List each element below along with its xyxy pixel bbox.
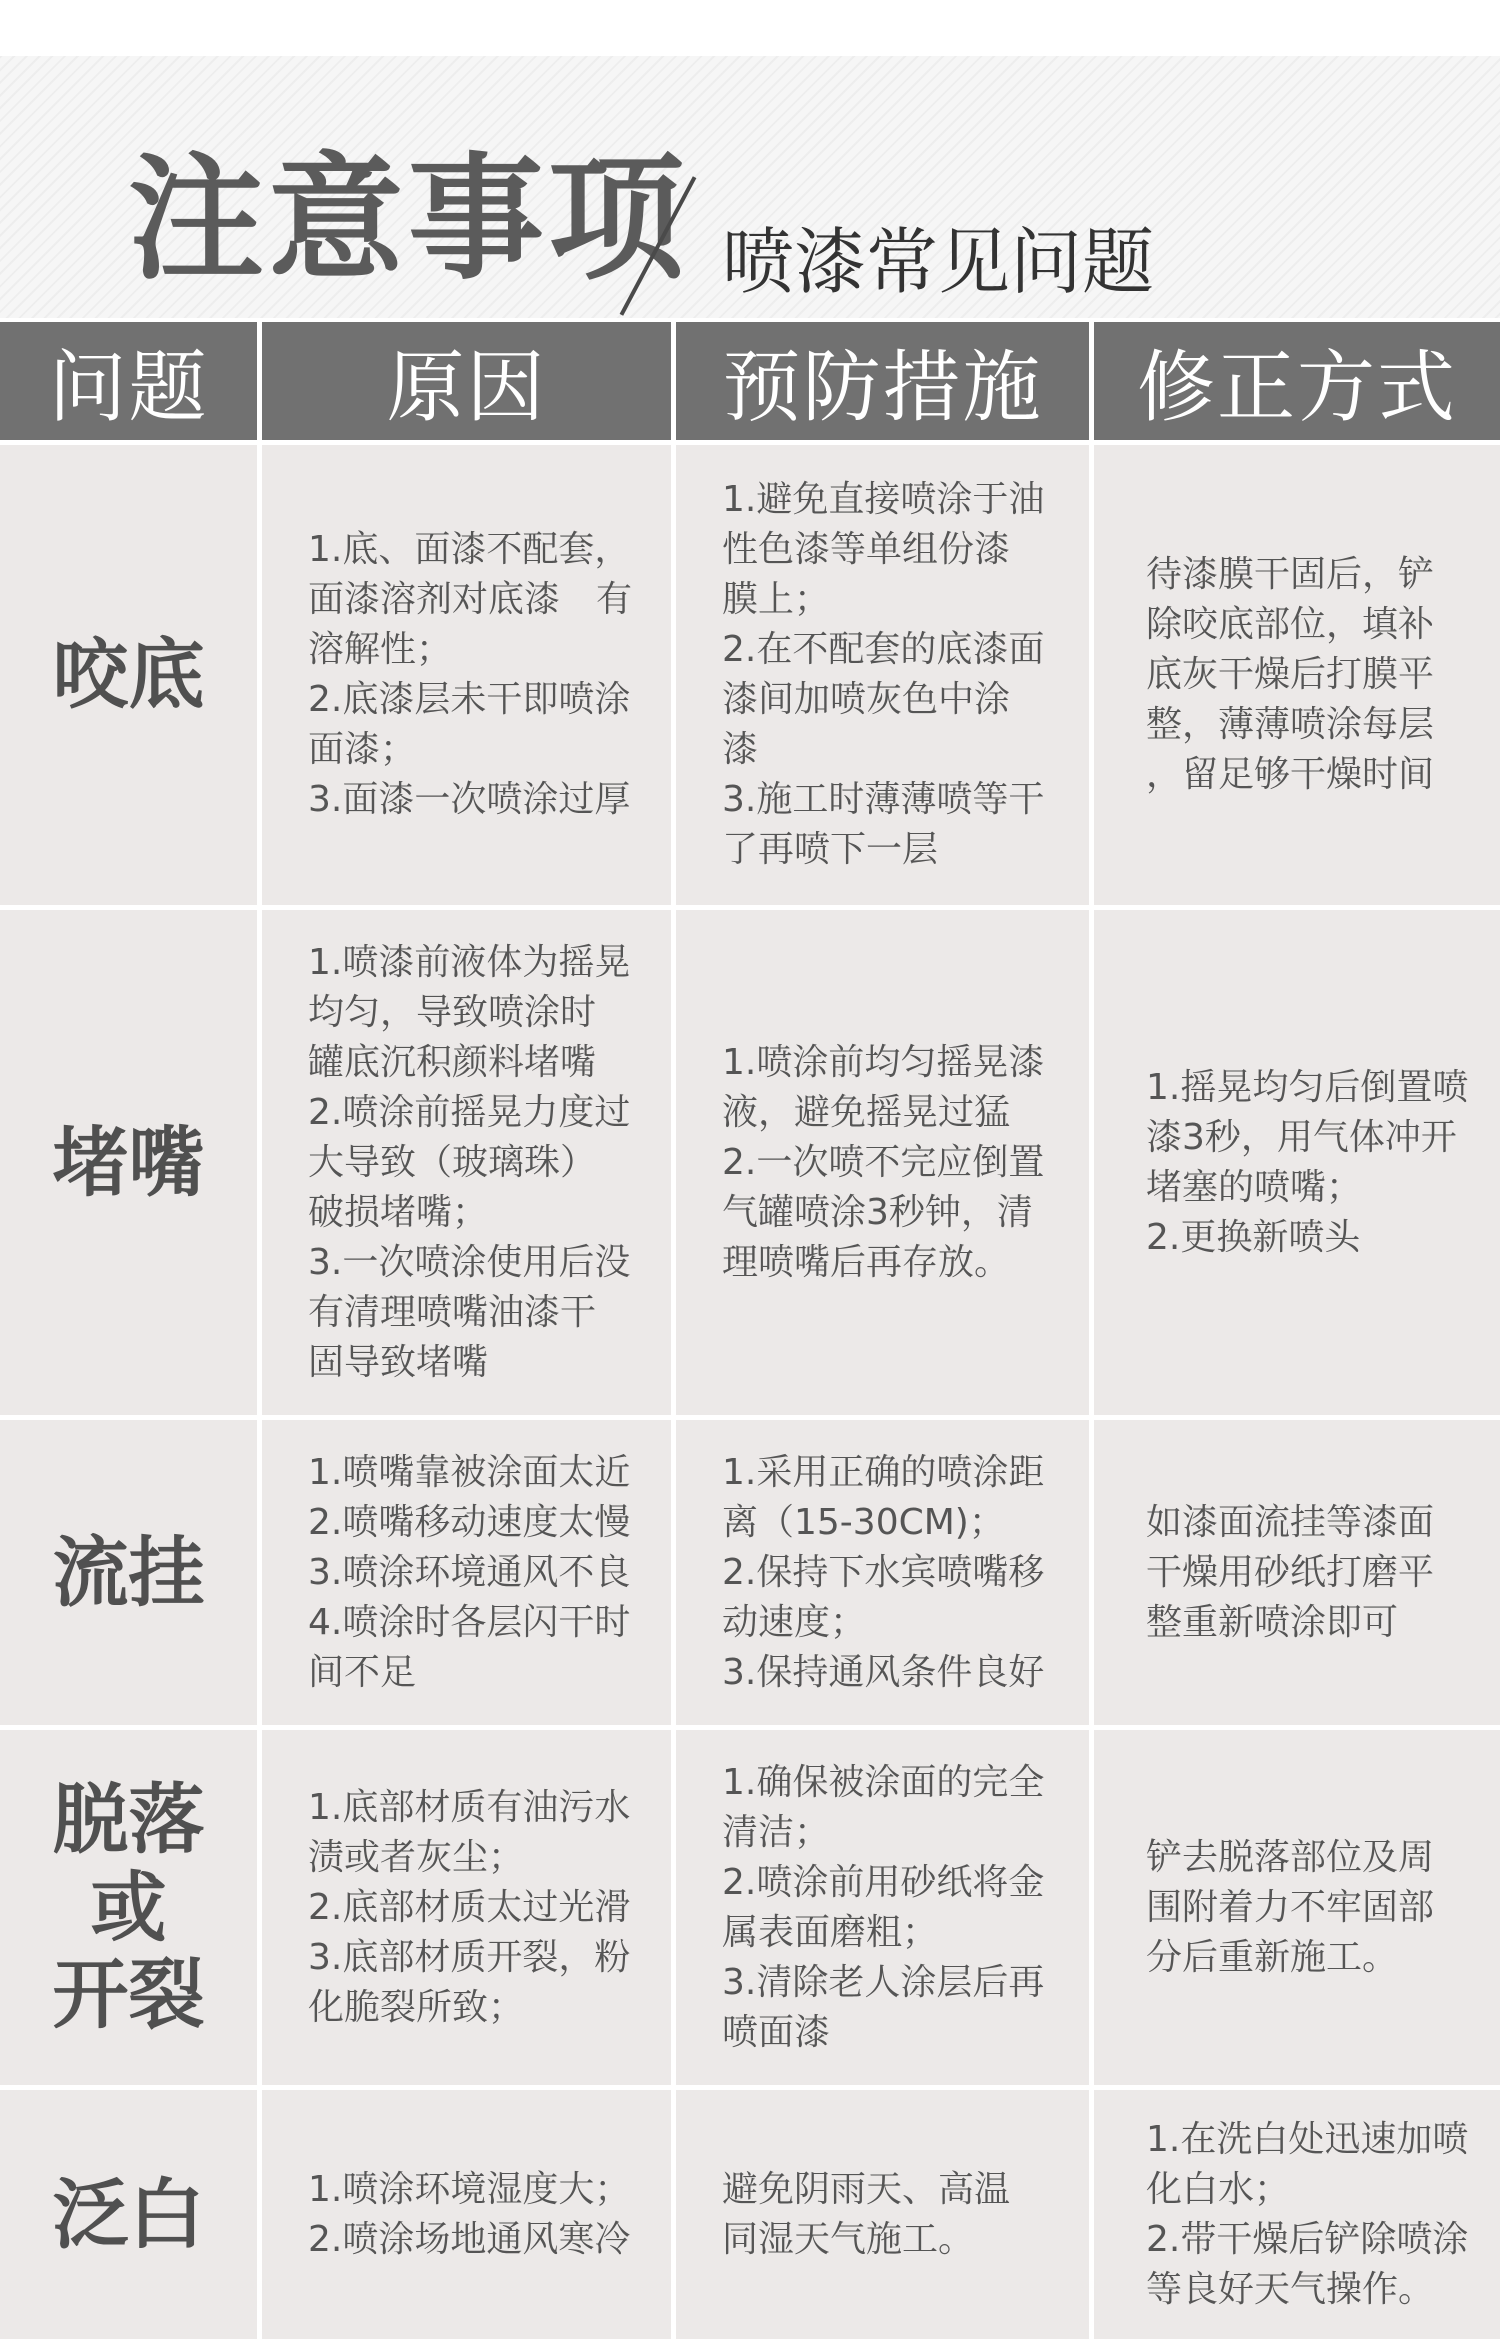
fix-cell: 1.摇晃均匀后倒置喷 漆3秒，用气体冲开 堵塞的喷嘴； 2.更换新喷头: [1146, 1066, 1469, 1258]
prevention-cell: 1.避免直接喷涂于油 性色漆等单组份漆 膜上； 2.在不配套的底漆面 漆间加喷灰色中涂 漆 3.施工时薄薄喷等干 了再喷下一层: [676, 445, 1094, 905]
column-header-fix: 修正方式: [1136, 343, 1457, 433]
table-header: [0, 322, 1500, 440]
prevention-cell: 1.喷涂前均匀摇晃漆 液，避免摇晃过猛 2.一次喷不完应倒置 气罐喷涂3秒钟，清 理喷嘴后再存放。: [676, 910, 1094, 1415]
table-row: [0, 905, 1500, 1415]
cause-cell: 1.底、面漆不配套， 面漆溶剂对底漆 有 溶解性； 2.底漆层未干即喷涂 面漆； 3.面漆一次喷涂过厚: [262, 445, 676, 905]
faq-table: [0, 322, 1500, 2339]
fix-cell: 待漆膜干固后，铲 除咬底部位，填补 底灰干燥后打膜平 整，薄薄喷涂每层 ，留足够干燥时间: [1146, 554, 1435, 795]
problem-cell: 脱落 或 开裂: [0, 1730, 262, 2085]
subtitle: 喷漆常见问题: [722, 220, 1155, 304]
header-banner: [0, 56, 1500, 318]
problem-cell: 堵嘴: [0, 910, 262, 1415]
column-header-problem: 问题: [0, 322, 262, 440]
column-header-cause: 原因: [262, 322, 676, 440]
cause-cell: 1.喷涂环境湿度大； 2.喷涂场地通风寒冷: [262, 2090, 676, 2339]
main-title: 注意事项: [128, 141, 688, 299]
problem-cell: 泛白: [0, 2090, 262, 2339]
cause-cell: 1.底部材质有油污水 渍或者灰尘； 2.底部材质太过光滑 3.底部材质开裂，粉 化脆裂所致；: [262, 1730, 676, 2085]
fix-cell: 1.在洗白处迅速加喷 化白水； 2.带干燥后铲除喷涂 等良好天气操作。: [1146, 2118, 1469, 2310]
prevention-cell: 1.确保被涂面的完全 清洁； 2.喷涂前用砂纸将金 属表面磨粗； 3.清除老人涂层后再 喷面漆: [676, 1730, 1094, 2085]
table-row: [0, 1725, 1500, 2085]
table-row: [0, 2085, 1500, 2339]
table-row: [0, 440, 1500, 905]
problem-cell: 咬底: [0, 445, 262, 905]
table-row: [0, 1415, 1500, 1725]
prevention-cell: 避免阴雨天、高温 同湿天气施工。: [676, 2090, 1094, 2339]
fix-cell: 铲去脱落部位及周 围附着力不牢固部 分后重新施工。: [1146, 1836, 1435, 1978]
prevention-cell: 1.采用正确的喷涂距 离（15-30CM)； 2.保持下水宾喷嘴移 动速度； 3.保持通风条件良好: [676, 1420, 1094, 1725]
cause-cell: 1.喷漆前液体为摇晃 均匀，导致喷涂时 罐底沉积颜料堵嘴 2.喷涂前摇晃力度过 大导致（玻璃珠） 破损堵嘴； 3.一次喷涂使用后没 有清理喷嘴油漆干 固导致堵嘴: [262, 910, 676, 1415]
problem-cell: 流挂: [0, 1420, 262, 1725]
column-header-prevention: 预防措施: [676, 322, 1094, 440]
fix-cell: 如漆面流挂等漆面 干燥用砂纸打磨平 整重新喷涂即可: [1146, 1501, 1435, 1643]
cause-cell: 1.喷嘴靠被涂面太近 2.喷嘴移动速度太慢 3.喷涂环境通风不良 4.喷涂时各层闪干时 间不足: [262, 1420, 676, 1725]
